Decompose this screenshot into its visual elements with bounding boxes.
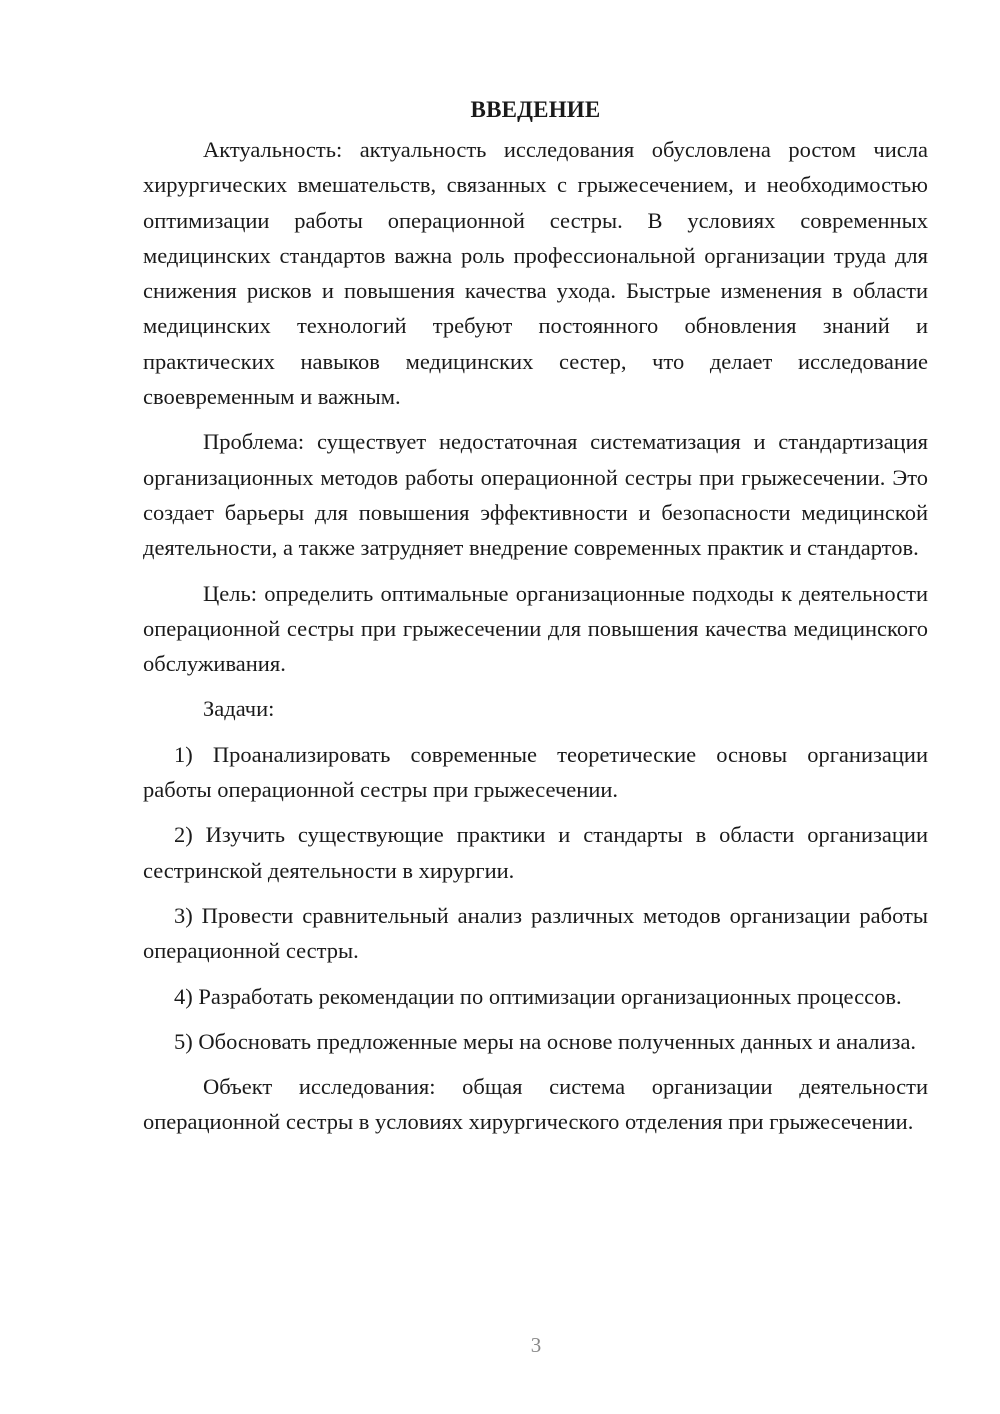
task-item-4: 4) Разработать рекомендации по оптимизации организационных процессов. — [174, 983, 902, 1009]
document-page — [143, 92, 928, 1150]
paragraph-goal: Цель: определить оптимальные организационные подходы к деятельности операционной сестры при грыжесечении для повышения качества медицинского обслуживания. — [143, 580, 928, 677]
section-title: ВВЕДЕНИЕ — [470, 97, 601, 122]
paragraph-problem: Проблема: существует недостаточная систематизация и стандартизация организационных методов работы операционной сестры при грыжесечении. Это создает барьеры для повышения эффективности и безопасности медицинской деятельности, а также затрудняет внедрение современных практик и стандартов. — [143, 429, 928, 561]
task-item-5: 5) Обосновать предложенные меры на основе полученных данных и анализа. — [174, 1028, 917, 1054]
page-number: 3 — [530, 1333, 542, 1357]
task-item-1: 1) Проанализировать современные теоретические основы организации работы операционной сестры при грыжесечении. — [143, 741, 928, 803]
task-item-2: 2) Изучить существующие практики и стандарты в области организации сестринской деятельности в хирургии. — [143, 822, 928, 883]
paragraph-object: Объект исследования: общая система организации деятельности операционной сестры в условиях хирургического отделения при грыжесечении. — [143, 1074, 928, 1135]
tasks-heading: Задачи: — [203, 696, 275, 722]
task-item-3: 3) Провести сравнительный анализ различных методов организации работы операционной сестры. — [143, 902, 928, 964]
paragraph-relevance: Актуальность: актуальность исследования обусловлена ростом числа хирургических вмешательств, связанных с грыжесечением, и необходимостью оптимизации работы операционной сестры. В условиях современных медицинских стандартов важна роль профессиональной организации труда для снижения рисков и повышения качества ухода. Быстрые изменения в области медицинских технологий требуют постоянного обновления знаний и практических навыков медицинских сестер, что делает исследование своевременным и важным. — [143, 137, 928, 410]
